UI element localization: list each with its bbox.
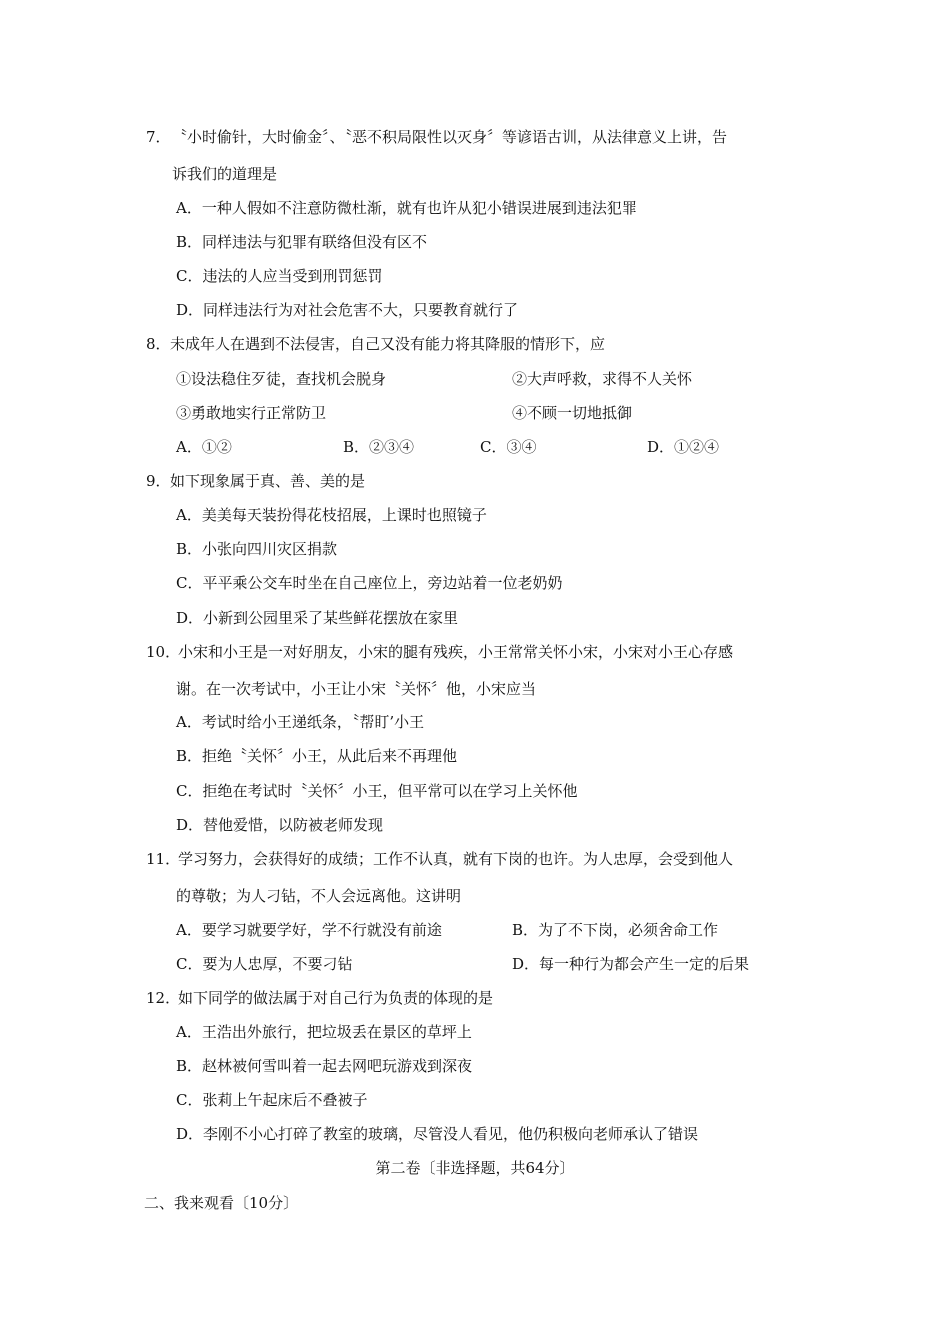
option-b: B．同样违法与犯罪有联络但没有区不 xyxy=(176,233,428,251)
option-c: C．张莉上午起床后不叠被子 xyxy=(176,1091,368,1109)
option-c: C．要为人忠厚，不要刁钻 xyxy=(176,955,353,973)
option-d: D．替他爱惜，以防被老师发现 xyxy=(176,816,384,834)
part-heading: 二、我来观看〔10分〕 xyxy=(144,1194,299,1212)
section-title: 第二卷〔非选择题，共64分〕 xyxy=(375,1159,575,1177)
statement-1: ①设法稳住歹徒，查找机会脱身 xyxy=(176,370,387,388)
option-a: A．王浩出外旅行，把垃圾丢在景区的草坪上 xyxy=(176,1023,472,1041)
option-b: B．拒绝〝关怀〞小王，从此后来不再理他 xyxy=(176,747,458,765)
option-a: A．①② xyxy=(176,438,232,456)
question-stem: 如下同学的做法属于对自己行为负责的体现的是 xyxy=(178,989,494,1007)
question-number: 9． xyxy=(146,472,171,490)
statement-4: ④不顾一切地抵御 xyxy=(512,404,633,422)
option-d: D．小新到公园里采了某些鲜花摆放在家里 xyxy=(176,609,459,627)
question-stem: 〝小时偷针，大时偷金〞、〝恶不积局限性以灭身〞等谚语古训，从法律意义上讲，告 xyxy=(172,128,728,146)
question-stem-continued: 诉我们的道理是 xyxy=(172,165,278,183)
option-c: C．违法的人应当受到刑罚惩罚 xyxy=(176,267,383,285)
option-a: A．一种人假如不注意防微杜渐，就有也许从犯小错误进展到违法犯罪 xyxy=(176,199,637,217)
option-d: D．李刚不小心打碎了教室的玻璃，尽管没人看见，他仍积极向老师承认了错误 xyxy=(176,1125,699,1143)
option-b: B．②③④ xyxy=(343,438,415,456)
option-d: D．每一种行为都会产生一定的后果 xyxy=(512,955,750,973)
option-a: A．要学习就要学好，学不行就没有前途 xyxy=(176,921,442,939)
option-a: A．美美每天装扮得花枝招展，上课时也照镜子 xyxy=(176,506,487,524)
option-c: C．③④ xyxy=(480,438,537,456)
option-c: C．平平乘公交车时坐在自己座位上，旁边站着一位老奶奶 xyxy=(176,574,563,592)
option-c: C．拒绝在考试时〝关怀〞小王，但平常可以在学习上关怀他 xyxy=(176,782,578,800)
statement-2: ②大声呼救，求得不人关怀 xyxy=(512,370,693,388)
question-stem-continued: 谢。在一次考试中，小王让小宋〝关怀〞他，小宋应当 xyxy=(176,680,537,698)
question-number: 8． xyxy=(146,335,171,353)
option-d: D．①②④ xyxy=(647,438,720,456)
option-b: B．赵林被何雪叫着一起去网吧玩游戏到深夜 xyxy=(176,1057,473,1075)
option-a: A．考试时给小王递纸条，〝帮盯’小王 xyxy=(176,713,425,731)
option-b: B．小张向四川灾区捐款 xyxy=(176,540,338,558)
question-number: 11． xyxy=(146,850,181,868)
question-number: 7． xyxy=(146,128,171,146)
question-stem: 如下现象属于真、善、美的是 xyxy=(170,472,366,490)
question-stem: 学习努力，会获得好的成绩；工作不认真，就有下岗的也许。为人忠厚，会受到他人 xyxy=(178,850,734,868)
option-b: B．为了不下岗，必须舍命工作 xyxy=(512,921,719,939)
question-number: 12． xyxy=(146,989,181,1007)
option-d: D．同样违法行为对社会危害不大，只要教育就行了 xyxy=(176,301,519,319)
question-number: 10． xyxy=(146,643,181,661)
question-stem-continued: 的尊敬；为人刁钻，不人会远离他。这讲明 xyxy=(176,887,462,905)
question-stem: 未成年人在遇到不法侵害，自己又没有能力将其降服的情形下，应 xyxy=(170,335,606,353)
statement-3: ③勇敢地实行正常防卫 xyxy=(176,404,327,422)
question-stem: 小宋和小王是一对好朋友，小宋的腿有残疾，小王常常关怀小宋，小宋对小王心存感 xyxy=(178,643,734,661)
